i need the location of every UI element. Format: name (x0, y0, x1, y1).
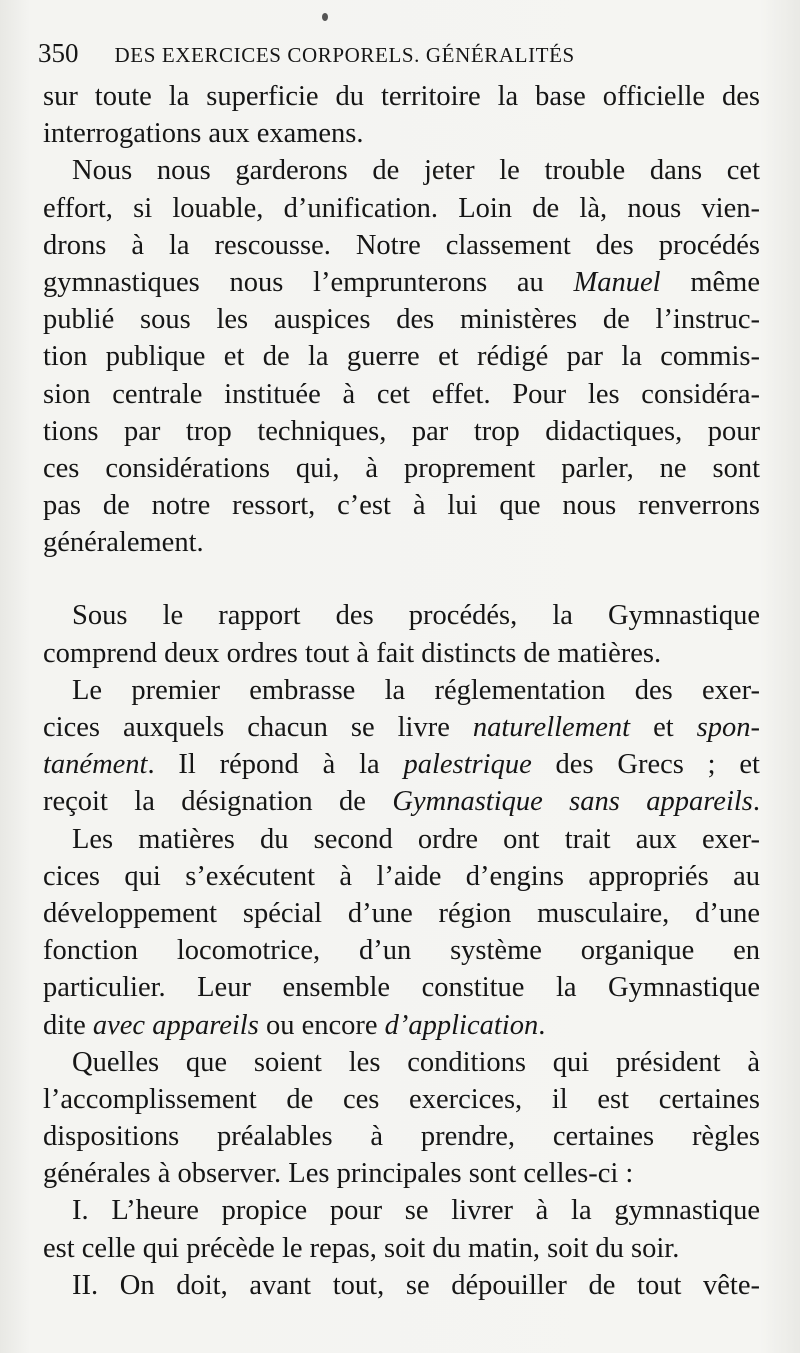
italic-term: spon- (696, 712, 760, 743)
page-header (38, 38, 768, 78)
text-line: Le premier embrasse la réglementation des exer- (72, 674, 760, 706)
text-line: Sous le rapport des procédés, la Gymnastique (72, 600, 760, 632)
text-line: tions par trop techniques, par trop didactiques, pour (43, 415, 760, 447)
text-line: développement spécial d’une région musculaire, d’une (43, 897, 760, 929)
paragraph-gap (43, 561, 760, 597)
text-line: Les matières du second ordre ont trait aux exer- (72, 823, 760, 855)
text-line: reçoit la désignation de Gymnastique sans appareils. (43, 786, 760, 818)
italic-term: Manuel (573, 266, 661, 298)
italic-term: avec appareils (92, 1009, 259, 1041)
text-line: tanément. Il répond à la palestrique des Grecs ; et (43, 749, 760, 781)
running-head: DES EXERCICES CORPORELS. GÉNÉRALITÉS (114, 43, 575, 67)
text-line: particulier. Leur ensemble constitue la Gymnastique (43, 972, 760, 1004)
body-text (43, 78, 760, 1304)
ink-speck (322, 13, 328, 21)
text-line: sur toute la superficie du territoire la base officielle des (43, 81, 760, 112)
page-number: 350 (38, 38, 79, 68)
text-line: comprend deux ordres tout à fait distincts de matières. (43, 637, 662, 669)
text-line: I. L’heure propice pour se livrer à la gymnastique (72, 1195, 760, 1227)
text-line: cices auxquels chacun se livre naturellement et spon- (43, 712, 760, 743)
text-line: généralement. (43, 527, 204, 559)
text-line: publié sous les auspices des ministères de l’instruc- (43, 304, 760, 336)
italic-term: d’application (384, 1009, 539, 1041)
italic-term: tanément (43, 749, 148, 781)
text-line: l’accomplissement de ces exercices, il est certaines (43, 1083, 760, 1115)
paragraph (43, 672, 760, 821)
text-line: tion publique et de la guerre et rédigé par la commis- (43, 341, 760, 373)
text-line: ces considérations qui, à proprement parler, ne sont (43, 452, 760, 484)
text-line: est celle qui précède le repas, soit du matin, soit du soir. (43, 1232, 680, 1264)
text-line: Quelles que soient les conditions qui président à (72, 1046, 760, 1078)
paragraph (43, 78, 760, 152)
text-line: générales à observer. Les principales sont celles-ci : (43, 1158, 634, 1190)
text-line: fonction locomotrice, d’un système organique en (43, 935, 760, 967)
italic-term: palestrique (403, 749, 532, 781)
text-line: dispositions préalables à prendre, certaines règles (43, 1121, 760, 1153)
text-line: interrogations aux examens. (43, 118, 364, 150)
italic-term: Gymnastique sans appareils (392, 786, 753, 818)
text-line: II. On doit, avant tout, se dépouiller de tout vête- (72, 1269, 760, 1301)
text-line: pas de notre ressort, c’est à lui que nous renverrons (43, 490, 760, 522)
paragraph (43, 1267, 760, 1304)
paragraph (43, 1044, 760, 1193)
paragraph (43, 152, 760, 561)
text-line: drons à la rescousse. Notre classement des procédés (43, 229, 760, 261)
paragraph (43, 1192, 760, 1266)
paragraph (43, 821, 760, 1044)
italic-term: naturellement (472, 712, 631, 743)
text-line: Nous nous garderons de jeter le trouble dans cet (72, 155, 760, 187)
text-line: effort, si louable, d’unification. Loin de là, nous vien- (43, 192, 760, 224)
text-line: gymnastiques nous l’emprunterons au Manuel même (43, 266, 760, 298)
paragraph (43, 597, 760, 671)
text-line: sion centrale instituée à cet effet. Pour les considéra- (43, 378, 760, 410)
text-line: dite avec appareils ou encore d’application. (43, 1009, 546, 1041)
text-line: cices qui s’exécutent à l’aide d’engins appropriés au (43, 860, 760, 892)
